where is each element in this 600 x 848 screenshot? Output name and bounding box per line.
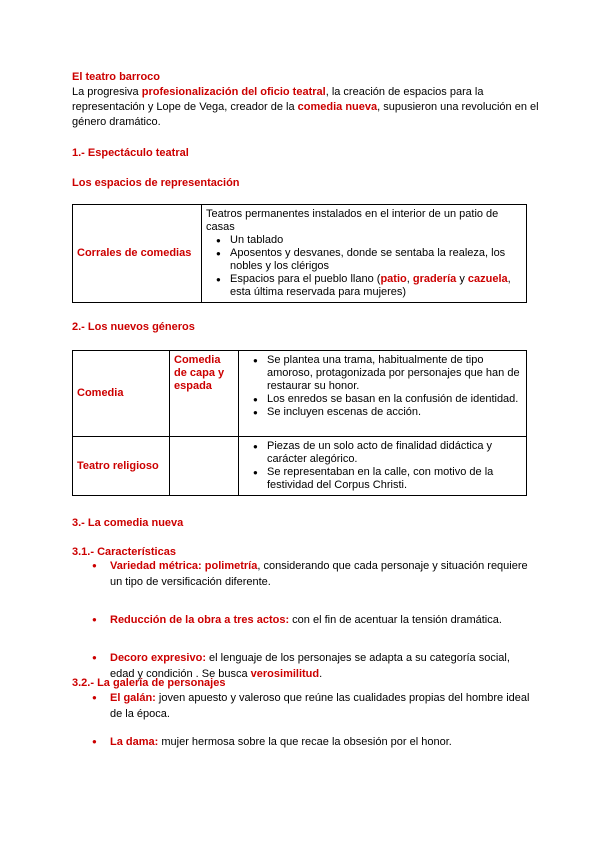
comedia-list [243,354,522,419]
list-text: mujer hermosa sobre la que recae la obsesión por el honor. [158,736,452,748]
list-item: ● Se incluyen escenas de acción. [243,406,522,419]
intro-highlight: profesionalización del oficio teatral [141,86,326,98]
list-item: ● Se plantea una trama, habitualmente de tipo amoroso, protagonizada por personajes que han de restaurar su honor. [243,354,522,393]
table-cell-sub: Comedia de capa y espada [170,351,239,437]
list-highlight: Variedad métrica: polimetría [110,560,258,572]
list-text: y [456,273,468,285]
list-item: ● Se representaban en la calle, con motivo de la festividad del Corpus Christi. [243,466,522,492]
section3-sub1: 3.1.- Características [72,546,176,558]
intro-paragraph [72,85,542,130]
characteristics-list [72,558,532,682]
table-cell-content [202,205,527,303]
list-text: , [406,273,413,285]
table-cell-intro: Teatros permanentes instalados en el interior de un patio de casas [206,208,499,233]
page-title: El teatro barroco [72,71,161,83]
intro-highlight: comedia nueva [297,101,378,113]
list-highlight: gradería [412,273,457,285]
list-text: con el fin de acentuar la tensión dramática. [289,614,502,626]
list-text: , considerando que cada personaje y situación requiere un tipo de versificación diferente. [110,560,528,588]
list-highlight: El galán: [110,692,156,704]
table-cell-label: Corrales de comedias [73,205,202,303]
list-item: ● Aposentos y desvanes, donde se sentaba la realeza, los nobles y los clérigos [206,247,522,273]
list-item [206,273,522,299]
spaces-table [72,204,527,303]
list-highlight: patio [380,273,407,285]
list-item [72,558,532,590]
section1-subheading: Los espacios de representación [72,177,240,189]
list-text: Espacios para el pueblo llano ( [230,273,381,285]
list-highlight: Decoro expresivo: [110,652,206,664]
list-highlight: Reducción de la obra a tres actos: [110,614,290,626]
table-cell-label: Teatro religioso [73,437,170,496]
list-item: ● Los enredos se basan en la confusión de identidad. [243,393,522,406]
table-cell-content [239,351,527,437]
spaces-list [206,234,522,299]
list-text: el lenguaje de los personajes se adapta a su categoría social, edad y condición . Se busca [110,652,510,680]
list-item [72,690,532,722]
list-highlight: cazuela [467,273,508,285]
genres-table [72,350,527,496]
list-item: ● Piezas de un solo acto de finalidad didáctica y carácter alegórico. [243,440,522,466]
list-item: ● Un tablado [206,234,522,247]
intro-text: , la creación de espacios para la representación y Lope de Vega, creador de la [72,86,484,113]
list-text: joven apuesto y valeroso que reúne las cualidades propias del hombre ideal de la época. [110,692,530,720]
list-highlight: La dama: [110,736,159,748]
list-text: . [319,668,323,680]
table-cell-label: Comedia [73,351,170,437]
section3-heading: 3.- La comedia nueva [72,517,184,529]
section3-sub2: 3.2.- La galería de personajes [72,677,226,689]
intro-text: , supusieron una revolución en el género dramático. [72,101,539,128]
table-cell-content [239,437,527,496]
intro-text: La progresiva [72,86,142,98]
list-item [72,734,532,750]
list-text: , esta última reservada para mujeres) [230,273,511,298]
list-item [72,612,532,628]
characters-list [72,690,532,750]
religioso-list [243,440,522,492]
list-highlight: verosimilitud [250,668,320,680]
section2-heading: 2.- Los nuevos géneros [72,321,195,333]
table-cell-sub [170,437,239,496]
section1-heading: 1.- Espectáculo teatral [72,147,189,159]
